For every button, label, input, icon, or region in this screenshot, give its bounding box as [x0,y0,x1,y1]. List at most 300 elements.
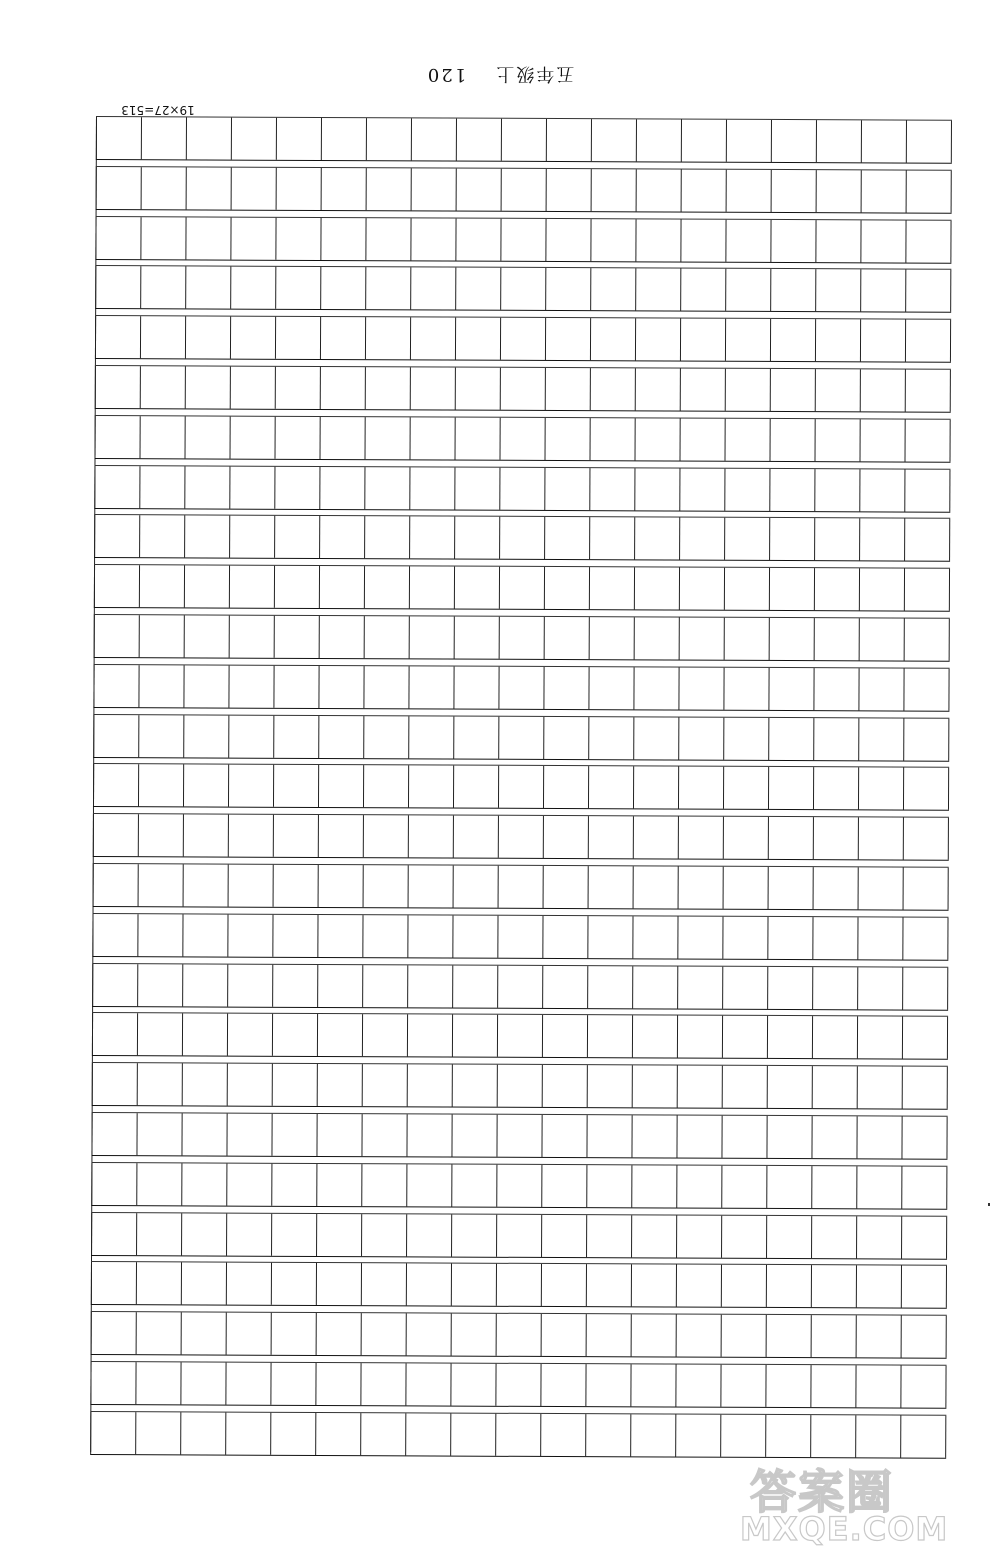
grid-cell [90,1412,135,1454]
grid-cell [723,668,768,710]
grid-cell [136,1312,181,1354]
grid-cell [859,618,904,660]
grid-cell [93,715,138,757]
page-title: 五年级上 [494,63,575,84]
grid-cell [859,519,904,561]
grid-cell [498,667,543,709]
grid-cell [861,170,906,212]
grid-cell [361,1114,406,1156]
grid-cell [135,1412,180,1454]
grid-cell [91,1163,136,1205]
grid-cell [497,965,542,1007]
grid-cell [720,1365,765,1407]
grid-cell [270,1413,315,1455]
grid-cell [902,1017,948,1059]
grid-cell [725,369,770,411]
grid-cell [137,1014,182,1056]
grid-cell [317,1064,362,1106]
grid-cell [631,1215,676,1257]
grid-cell [678,717,723,759]
grid-cell [316,1313,361,1355]
grid-cell [858,818,903,860]
grid-cell [364,616,409,658]
grid-cell [271,1213,316,1255]
grid-cell [591,169,636,211]
grid-cell [543,816,588,858]
grid-cell [181,1313,226,1355]
grid-cell [681,120,726,162]
grid-row [96,116,952,164]
grid-cell [365,367,410,409]
grid-cell [226,1163,271,1205]
grid-cell [275,417,320,459]
grid-cell [316,1214,361,1256]
grid-cell [541,1264,586,1306]
grid-cell [723,767,768,809]
grid-cell [814,519,859,561]
grid-cell [720,1415,765,1457]
grid-cell [315,1413,360,1455]
grid-cell [585,1414,630,1456]
grid-cell [136,1163,181,1205]
grid-cell [138,715,183,757]
grid-cell [725,419,770,461]
grid-cell [183,864,228,906]
grid-cell [185,317,230,359]
grid-cell [543,667,588,709]
grid-row [95,216,951,264]
grid-cell [181,1263,226,1305]
grid-cell [501,169,546,211]
grid-cell [183,765,228,807]
grid-cell [407,965,452,1007]
grid-cell [91,1262,136,1304]
grid-cell [454,467,499,509]
grid-cell [675,1365,720,1407]
grid-cell [589,567,634,609]
grid-cell [410,318,455,360]
grid-cell [226,1213,271,1255]
grid-cell [181,1163,226,1205]
grid-cell [678,817,723,859]
grid-cell [631,1115,676,1157]
grid-cell [228,715,273,757]
grid-cell [813,718,858,760]
grid-cell [362,1015,407,1057]
grid-cell [766,1216,811,1258]
grid-cell [318,666,363,708]
grid-cell [365,218,410,260]
grid-cell [630,1364,675,1406]
grid-cell [856,1116,901,1158]
grid-cell [452,1015,497,1057]
grid-cell [91,1113,136,1155]
grid-cell [95,316,140,358]
grid-cell [678,867,723,909]
grid-cell [676,1116,721,1158]
grid-cell [725,319,770,361]
grid-cell [180,1412,225,1454]
grid-cell [811,1216,856,1258]
grid-cell [859,569,904,611]
grid-cell [812,1066,857,1108]
grid-cell [363,766,408,808]
grid-cell [590,318,635,360]
grid-cell [182,914,227,956]
grid-cell [95,366,140,408]
grid-cell [770,319,815,361]
grid-cell [496,1314,541,1356]
grid-cell [677,1016,722,1058]
grid-cell [726,120,771,162]
grid-cell [678,767,723,809]
grid-cell [93,814,138,856]
grid-cell [275,367,320,409]
grid-cell [453,666,498,708]
grid-cell [680,219,725,261]
grid-cell [271,1313,316,1355]
grid-cell [184,566,229,608]
grid-cell [181,1113,226,1155]
grid-cell [231,118,276,160]
watermark-logo [740,1456,970,1546]
grid-cell [768,668,813,710]
watermark-url: MXQE.COM [740,1510,949,1548]
grid-cell [91,1312,136,1354]
grid-cell [320,417,365,459]
grid-cell [631,1265,676,1307]
grid-cell [229,566,274,608]
grid-cell [407,1015,452,1057]
grid-cell [857,1067,902,1109]
grid-cell [680,418,725,460]
grid-cell [317,1014,362,1056]
grid-cell [900,1415,946,1457]
grid-cell [225,1412,270,1454]
grid-cell [139,516,184,558]
grid-cell [587,1065,632,1107]
grid-cell [454,567,499,609]
grid-cell [679,568,724,610]
grid-cell [633,667,678,709]
grid-cell [541,1115,586,1157]
grid-cell [635,319,680,361]
grid-cell [139,466,184,508]
grid-cell [271,1164,316,1206]
grid-cell [540,1414,585,1456]
grid-row [90,1411,946,1459]
grid-cell [586,1165,631,1207]
grid-cell [768,718,813,760]
grid-cell [273,765,318,807]
grid-cell [677,966,722,1008]
grid-cell [812,967,857,1009]
grid-cell [320,218,365,260]
grid-cell [590,418,635,460]
grid-cell [587,916,632,958]
grid-cell [184,466,229,508]
grid-cell [634,468,679,510]
grid-cell [90,1362,135,1404]
grid-cell [635,418,680,460]
grid-cell [770,269,815,311]
grid-cell [814,469,859,511]
grid-cell [811,1166,856,1208]
stray-mark [988,1203,990,1206]
grid-cell [544,617,589,659]
grid-cell [410,367,455,409]
grid-cell [586,1265,631,1307]
grid-cell [902,1067,948,1109]
grid-cell [363,815,408,857]
grid-cell [721,1215,766,1257]
grid-cell [138,765,183,807]
grid-cell [361,1264,406,1306]
grid-cell [318,865,363,907]
grid-cell [545,318,590,360]
grid-cell [225,1363,270,1405]
grid-cell [316,1114,361,1156]
grid-cell [857,917,902,959]
grid-cell [902,967,948,1009]
grid-cell [633,866,678,908]
grid-cell [589,617,634,659]
grid-cell [814,618,859,660]
grid-cell [500,418,545,460]
grid-cell [186,117,231,159]
grid-cell [182,964,227,1006]
grid-cell [723,817,768,859]
grid-cell [901,1316,947,1358]
grid-cell [771,120,816,162]
grid-cell [95,217,140,259]
grid-cell [499,567,544,609]
grid-cell [275,217,320,259]
grid-cell [860,270,905,312]
grid-cell [276,168,321,210]
grid-cell [455,368,500,410]
grid-cell [96,167,141,209]
grid-cell [450,1364,495,1406]
grid-cell [635,219,680,261]
grid-cell [275,317,320,359]
grid-cell [139,565,184,607]
grid-cell [635,269,680,311]
grid-cell [500,368,545,410]
grid-cell [366,118,411,160]
grid-cell [860,369,905,411]
grid-cell [542,1015,587,1057]
grid-cell [93,764,138,806]
grid-cell [497,1065,542,1107]
grid-cell [230,267,275,309]
grid-cell [361,1214,406,1256]
grid-cell [903,668,949,710]
grid-cell [500,318,545,360]
grid-cell [408,766,453,808]
grid-cell [363,865,408,907]
grid-cell [137,914,182,956]
grid-cell [409,616,454,658]
grid-cell [906,121,952,163]
grid-cell [855,1415,900,1457]
grid-cell [590,219,635,261]
grid-cell [767,967,812,1009]
grid-cell [92,1063,137,1105]
grid-row [93,664,949,712]
grid-cell [406,1214,451,1256]
grid-cell [721,1116,766,1158]
grid-cell [140,267,185,309]
grid-cell [409,517,454,559]
grid-cell [812,1017,857,1059]
grid-cell [91,1213,136,1255]
grid-cell [860,419,905,461]
grid-cell [273,666,318,708]
grid-cell [450,1413,495,1455]
grid-cell [229,616,274,658]
grid-row [91,1112,947,1160]
grid-cell [185,366,230,408]
grid-cell [856,1266,901,1308]
grid-cell [544,468,589,510]
grid-cell [452,1065,497,1107]
grid-cell [272,915,317,957]
grid-cell [408,666,453,708]
grid-cell [540,1364,585,1406]
grid-cell [545,219,590,261]
grid-cell [186,167,231,209]
grid-cell [410,218,455,260]
grid-cell [362,915,407,957]
grid-cell [362,1064,407,1106]
grid-cell [273,815,318,857]
grid-cell [363,666,408,708]
grid-cell [229,466,274,508]
grid-cell [453,716,498,758]
grid-cell [183,815,228,857]
grid-cell [272,964,317,1006]
grid-cell [453,866,498,908]
grid-cell [587,966,632,1008]
grid-cell [320,267,365,309]
grid-cell [541,1165,586,1207]
grid-cell [406,1164,451,1206]
grid-cell [680,319,725,361]
grid-cell [590,368,635,410]
grid-cell [677,1066,722,1108]
grid-cell [905,419,951,461]
grid-cell [769,469,814,511]
grid-cell [771,170,816,212]
grid-cell [362,965,407,1007]
grid-cell [905,320,951,362]
grid-row [91,1311,947,1359]
grid-cell [360,1413,405,1455]
grid-cell [815,419,860,461]
grid-cell [723,717,768,759]
grid-cell [766,1265,811,1307]
grid-cell [813,668,858,710]
grid-cell [676,1165,721,1207]
grid-cell [856,1166,901,1208]
grid-cell [140,416,185,458]
grid-cell [591,119,636,161]
grid-cell [410,268,455,310]
grid-cell [409,567,454,609]
grid-row [93,763,949,811]
grid-cell [770,419,815,461]
grid-cell [226,1114,271,1156]
grid-cell [766,1315,811,1357]
grid-cell [316,1263,361,1305]
grid-cell [319,566,364,608]
grid-cell [364,566,409,608]
grid-cell [631,1165,676,1207]
grid-cell [680,369,725,411]
grid-cell [765,1415,810,1457]
grid-cell [811,1116,856,1158]
grid-cell [274,566,319,608]
grid-cell [586,1314,631,1356]
grid-cell [678,667,723,709]
grid-cell [906,170,952,212]
grid-row [92,913,948,961]
grid-cell [140,366,185,408]
grid-cell [408,865,453,907]
grid-cell [230,367,275,409]
grid-cell [724,518,769,560]
grid-cell [589,468,634,510]
grid-cell [857,967,902,1009]
grid-cell [455,218,500,260]
grid-cell [274,616,319,658]
grid-cell [318,765,363,807]
grid-cell [137,1063,182,1105]
grid-cell [276,118,321,160]
grid-cell [319,516,364,558]
grid-cell [901,1117,947,1159]
grid-cell [496,1115,541,1157]
grid-cell [451,1115,496,1157]
grid-cell [858,768,903,810]
grid-cell [456,168,501,210]
grid-cell [810,1365,855,1407]
grid-row [92,1062,948,1110]
grid-cell [904,569,950,611]
grid-cell [453,816,498,858]
grid-cell [227,1014,272,1056]
grid-cell [500,268,545,310]
grid-cell [859,469,904,511]
grid-cell [633,767,678,809]
grid-cell [632,1066,677,1108]
grid-cell [815,319,860,361]
grid-cell [588,717,633,759]
grid-cell [588,866,633,908]
grid-cell [904,519,950,561]
grid-cell [634,617,679,659]
grid-cell [183,715,228,757]
grid-cell [810,1415,855,1457]
grid-cell [767,1016,812,1058]
grid-cell [139,615,184,657]
grid-cell [543,766,588,808]
grid-cell [675,1414,720,1456]
grid-cell [453,766,498,808]
grid-cell [410,417,455,459]
grid-cell [901,1216,947,1258]
